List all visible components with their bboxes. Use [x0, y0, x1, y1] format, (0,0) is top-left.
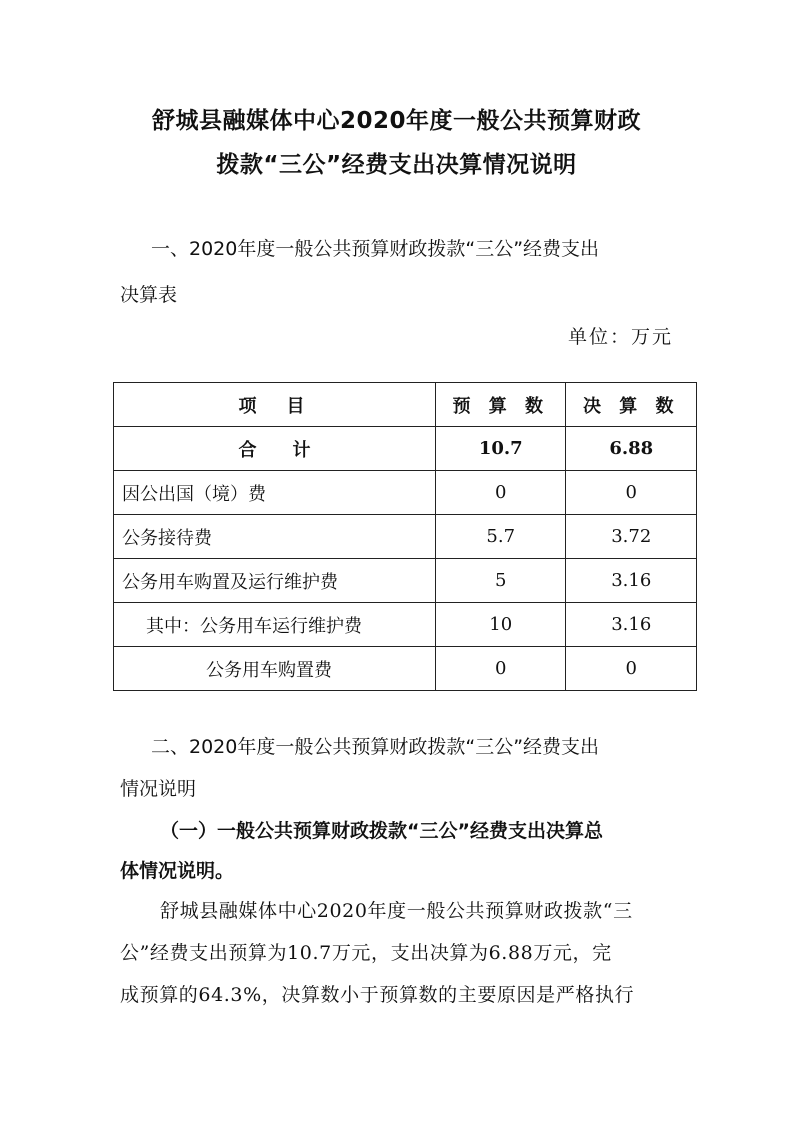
- body-paragraph-line-1: 舒城县融媒体中心2020年度一般公共预算财政拨款“三: [160, 900, 633, 922]
- section-2-heading-line-2: 情况说明: [120, 778, 197, 800]
- row-item: 公务接待费: [114, 515, 436, 559]
- table-row-total: [114, 427, 697, 471]
- document-title-line-1: 舒城县融媒体中心2020年度一般公共预算财政: [151, 108, 641, 134]
- row-budget: 0: [436, 647, 566, 691]
- row-item: 公务用车购置及运行维护费: [114, 559, 436, 603]
- document-title-line-2: 拨款“三公”经费支出决算情况说明: [216, 152, 577, 178]
- body-paragraph-line-2: 公”经费支出预算为10.7万元，支出决算为6.88万元，完: [120, 942, 612, 964]
- table-row: [114, 471, 697, 515]
- row-budget: 5: [436, 559, 566, 603]
- table-row: [114, 515, 697, 559]
- section-2-heading-line-1: 二、2020年度一般公共预算财政拨款“三公”经费支出: [151, 736, 600, 758]
- header-budget: 预 算 数: [436, 383, 566, 427]
- row-actual: 3.72: [566, 515, 697, 559]
- row-item: 其中：公务用车运行维护费: [114, 603, 436, 647]
- row-item: 因公出国（境）费: [114, 471, 436, 515]
- header-item: 项 目: [114, 383, 436, 427]
- expense-table: [113, 382, 697, 691]
- row-actual: 0: [566, 471, 697, 515]
- row-item: 合 计: [114, 427, 436, 471]
- subsection-1-heading-line-2: 体情况说明。: [120, 860, 235, 882]
- row-budget: 0: [436, 471, 566, 515]
- row-budget: 10.7: [436, 427, 566, 471]
- row-actual: 6.88: [566, 427, 697, 471]
- header-actual: 决 算 数: [566, 383, 697, 427]
- subsection-1-heading-line-1: （一）一般公共预算财政拨款“三公”经费支出决算总: [160, 820, 603, 842]
- row-actual: 3.16: [566, 603, 697, 647]
- row-budget: 10: [436, 603, 566, 647]
- unit-label: 单位：万元: [567, 326, 673, 348]
- table-header-row: [114, 383, 697, 427]
- section-1-heading-line-2: 决算表: [120, 284, 178, 306]
- table-row: [114, 647, 697, 691]
- section-1-heading-line-1: 一、2020年度一般公共预算财政拨款“三公”经费支出: [151, 238, 600, 260]
- table-row: [114, 559, 697, 603]
- row-item: 公务用车购置费: [114, 647, 436, 691]
- body-paragraph-line-3: 成预算的64.3%，决算数小于预算数的主要原因是严格执行: [120, 984, 635, 1006]
- row-actual: 0: [566, 647, 697, 691]
- table-row: [114, 603, 697, 647]
- row-budget: 5.7: [436, 515, 566, 559]
- row-actual: 3.16: [566, 559, 697, 603]
